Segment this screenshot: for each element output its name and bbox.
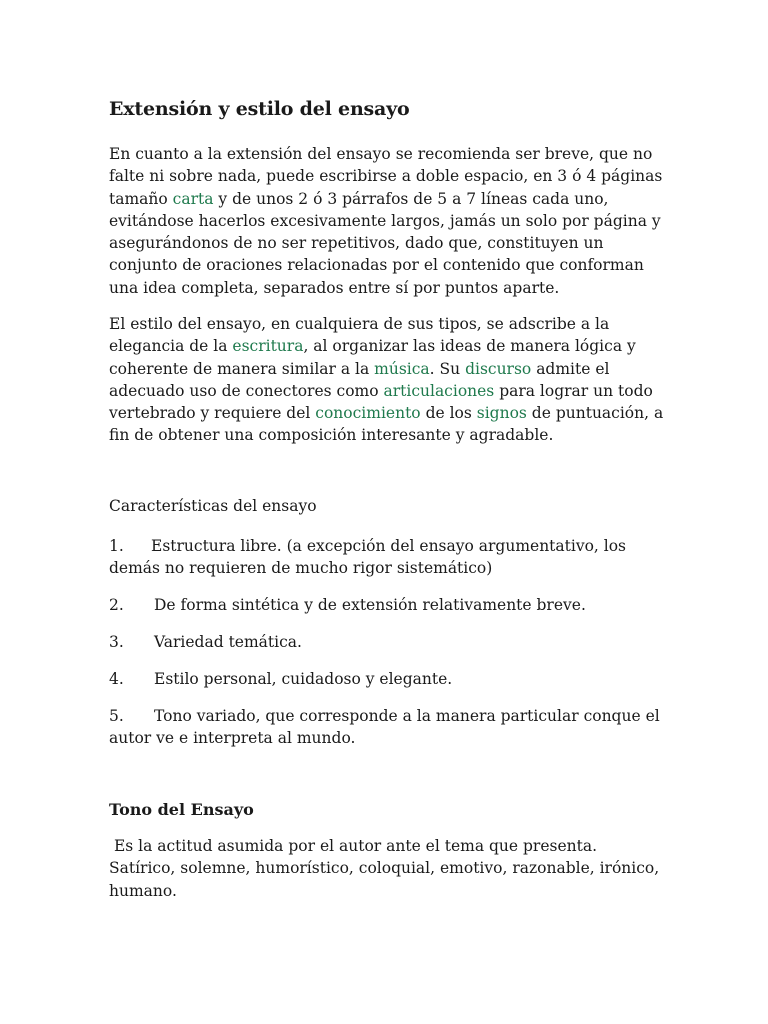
list-text: Variedad temática. <box>154 633 302 651</box>
list-number: 5. <box>109 707 124 725</box>
link-signos[interactable]: signos <box>476 404 527 423</box>
list-text: Estructura libre. (a excepción del ensayo argumentativo, los demás no requieren de mucho rigor sistemático) <box>109 537 627 578</box>
paragraph-text: y de unos 2 ó 3 párrafos de 5 a 7 líneas cada uno, evitándose hacerlos excesivamente largos, jamás un solo por página y asegurándonos de no ser repetitivos, dado que, constituyen un conjunto de oraciones relacionadas por el contenido que conforman una idea completa, separados entre sí por puntos aparte. <box>109 189 661 297</box>
list-item <box>109 705 669 750</box>
list-item <box>109 668 669 690</box>
list-item <box>109 535 669 580</box>
characteristics-title: Características del ensayo <box>109 497 317 515</box>
extension-paragraph <box>109 143 664 299</box>
list-number: 1. <box>109 537 124 555</box>
link-conocimiento[interactable]: conocimiento <box>315 404 421 423</box>
paragraph-text: para lograr un todo vertebrado y requiere del <box>109 381 653 423</box>
paragraph-text: . Su <box>429 359 466 378</box>
list-text: Tono variado, que corresponde a la manera particular conque el autor ve e interpreta al mundo. <box>109 707 660 748</box>
section-heading: Extensión y estilo del ensayo <box>109 98 410 120</box>
tone-heading: Tono del Ensayo <box>109 800 254 819</box>
style-paragraph <box>109 313 664 447</box>
list-item <box>109 631 669 653</box>
list-item <box>109 594 669 616</box>
tone-paragraph: Es la actitud asumida por el autor ante el tema que presenta. Satírico, solemne, humorístico, coloquial, emotivo, razonable, irónico, humano. <box>109 837 665 900</box>
list-text: Estilo personal, cuidadoso y elegante. <box>154 670 453 688</box>
link-musica[interactable]: música <box>374 359 430 378</box>
link-carta[interactable]: carta <box>172 189 214 208</box>
list-number: 2. <box>109 596 124 614</box>
link-articulaciones[interactable]: articulaciones <box>383 381 495 400</box>
list-number: 4. <box>109 670 124 688</box>
link-escritura[interactable]: escritura <box>232 337 304 356</box>
link-discurso[interactable]: discurso <box>465 359 532 378</box>
paragraph-text: de los <box>420 404 477 423</box>
list-number: 3. <box>109 633 124 651</box>
paragraph-text: de puntuación, a fin de obtener una composición interesante y agradable. <box>109 404 664 445</box>
paragraph-text: El estilo del ensayo, en cualquiera de sus tipos, se adscribe a la elegancia de la <box>109 315 610 356</box>
paragraph-text: , al organizar las ideas de manera lógica y coherente de manera similar a la <box>109 337 636 378</box>
paragraph-text: En cuanto a la extensión del ensayo se recomienda ser breve, que no falte ni sobre nada, puede escribirse a doble espacio, en 3 ó 4 páginas tamaño <box>109 145 663 208</box>
list-text: De forma sintética y de extensión relativamente breve. <box>154 596 586 614</box>
paragraph-text: admite el adecuado uso de conectores como <box>109 359 610 400</box>
